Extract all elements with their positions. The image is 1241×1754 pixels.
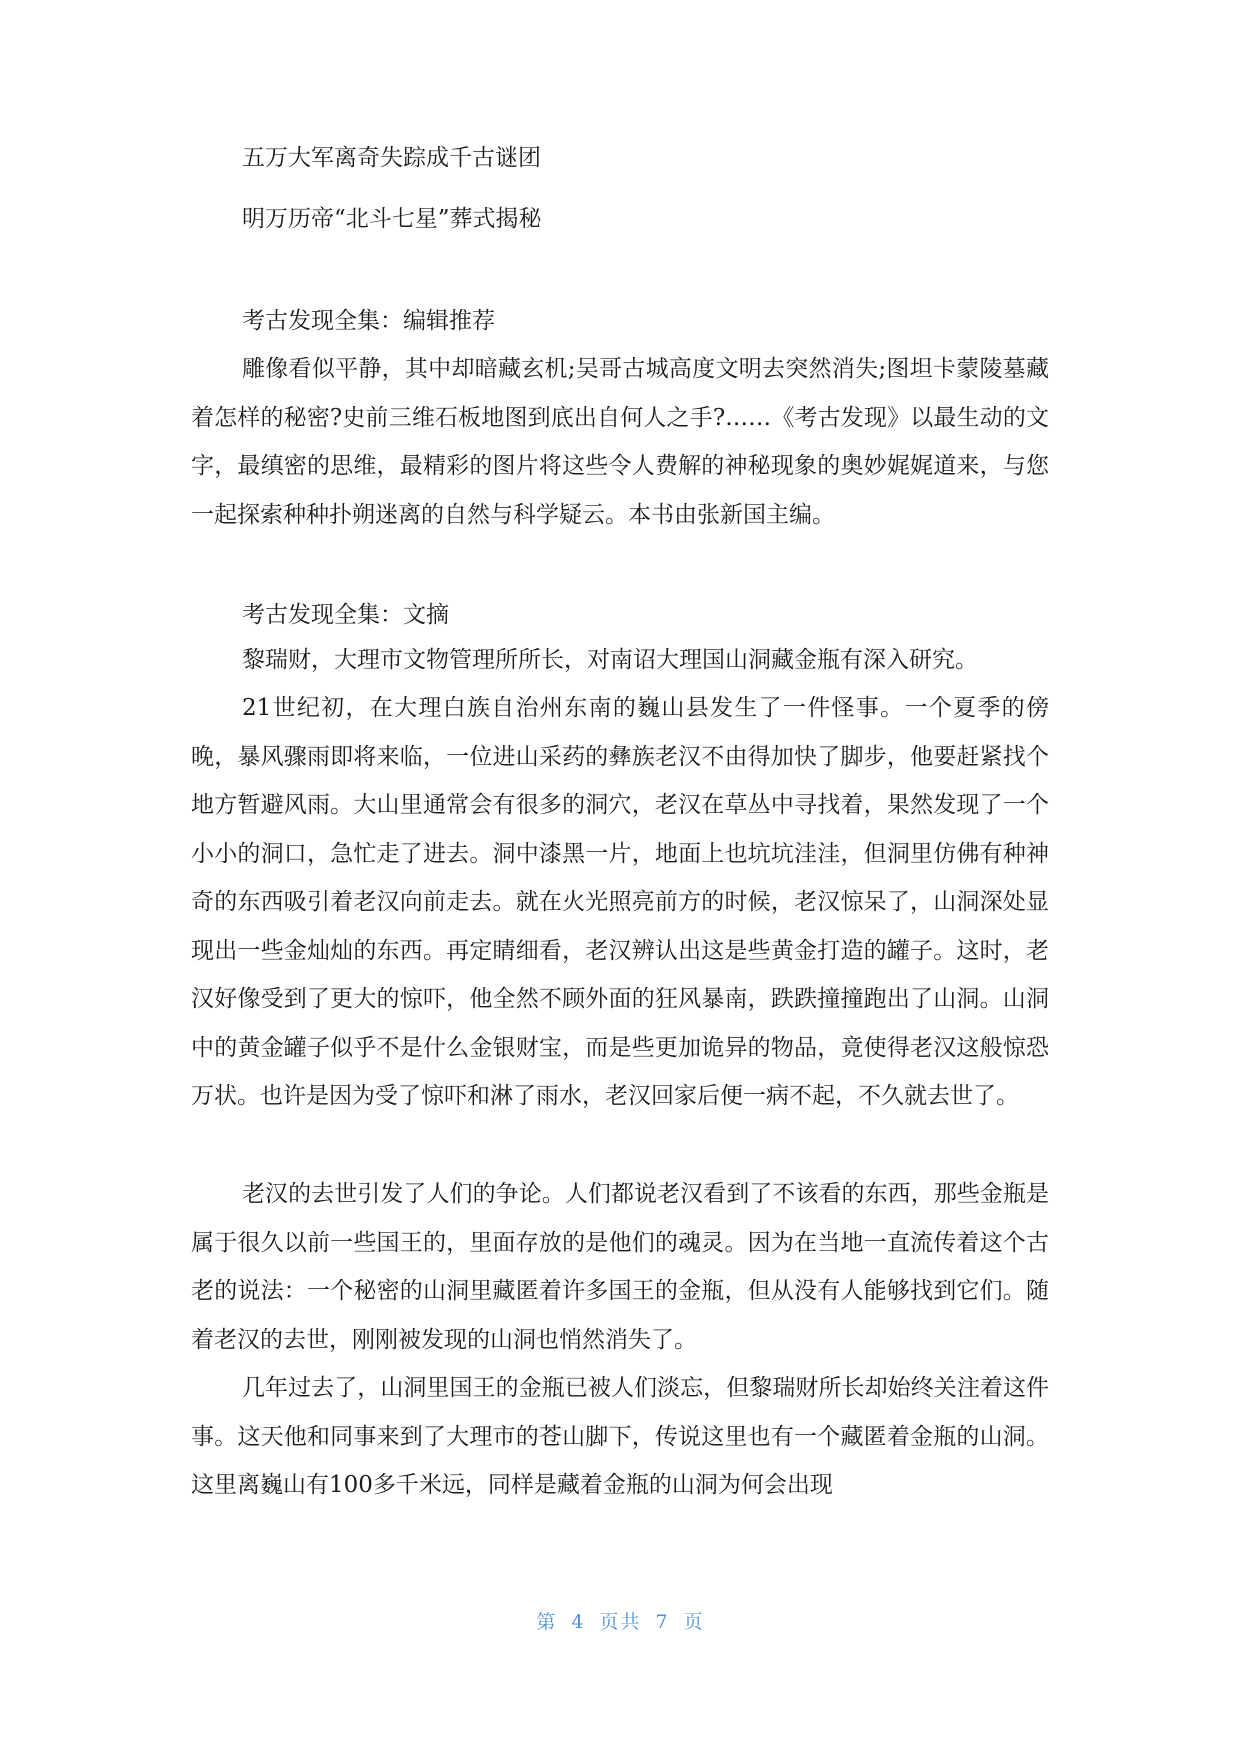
headline-2: 明万历帝“北斗七星”葬式揭秘 [242,206,542,232]
page-number-footer [0,1607,1241,1634]
footer-current-page: 4 [571,1611,586,1633]
paragraph-author-intro: 黎瑞财，大理市文物管理所所长，对南诏大理国山洞藏金瓶有深入研究。 [242,647,978,673]
section-heading-excerpt: 考古发现全集：文摘 [242,602,449,628]
footer-total-pages: 7 [655,1611,670,1633]
headline-1: 五万大军离奇失踪成千古谜团 [242,145,541,171]
paragraph-debate: 老汉的去世引发了人们的争论。人们都说老汉看到了不该看的东西，那些金瓶是属于很久以前一些国王的，里面存放的是他们的魂灵。因为在当地一直流传着这个古老的说法：一个秘密的山洞里藏匿着许多国王的金瓶，但从没有人能够找到它们。随着老汉的去世，刚刚被发现的山洞也悄然消失了。 [191,1181,1049,1353]
section-heading-editor-recommendation: 考古发现全集：编辑推荐 [242,308,495,334]
footer-prefix: 第 [536,1611,558,1633]
paragraph-editor-recommendation: 雕像看似平静，其中却暗藏玄机;吴哥古城高度文明去突然消失;图坦卡蒙陵墓藏着怎样的秘密?史前三维石板地图到底出自何人之手?……《考古发现》以最生动的文字，最缜密的思维，最精彩的图片将这些令人费解的神秘现象的奥妙娓娓道来，与您一起探索种种扑朔迷离的自然与科学疑云。本书由张新国主编。 [191,356,1049,528]
footer-suffix: 页 [683,1611,705,1633]
paragraph-years-later: 几年过去了，山洞里国王的金瓶已被人们淡忘，但黎瑞财所长却始终关注着这件事。这天他和同事来到了大理市的苍山脚下，传说这里也有一个藏匿着金瓶的山洞。这里离巍山有100多千米远，同样是藏着金瓶的山洞为何会出现 [191,1375,1049,1498]
paragraph-cave-story: 21世纪初，在大理白族自治州东南的巍山县发生了一件怪事。一个夏季的傍晚，暴风骤雨即将来临，一位进山采药的彝族老汉不由得加快了脚步，他要赶紧找个地方暂避风雨。大山里通常会有很多的洞穴，老汉在草丛中寻找着，果然发现了一个小小的洞口，急忙走了进去。洞中漆黑一片，地面上也坑坑洼洼，但洞里仿佛有种神奇的东西吸引着老汉向前走去。就在火光照亮前方的时候，老汉惊呆了，山洞深处显现出一些金灿灿的东西。再定睛细看，老汉辨认出这是些黄金打造的罐子。这时，老汉好像受到了更大的惊吓，他全然不顾外面的狂风暴南，跌跌撞撞跑出了山洞。山洞中的黄金罐子似乎不是什么金银财宝，而是些更加诡异的物品，竟使得老汉这般惊恐万状。也许是因为受了惊吓和淋了雨水，老汉回家后便一病不起，不久就去世了。 [191,695,1049,1109]
footer-middle: 页共 [599,1611,642,1633]
